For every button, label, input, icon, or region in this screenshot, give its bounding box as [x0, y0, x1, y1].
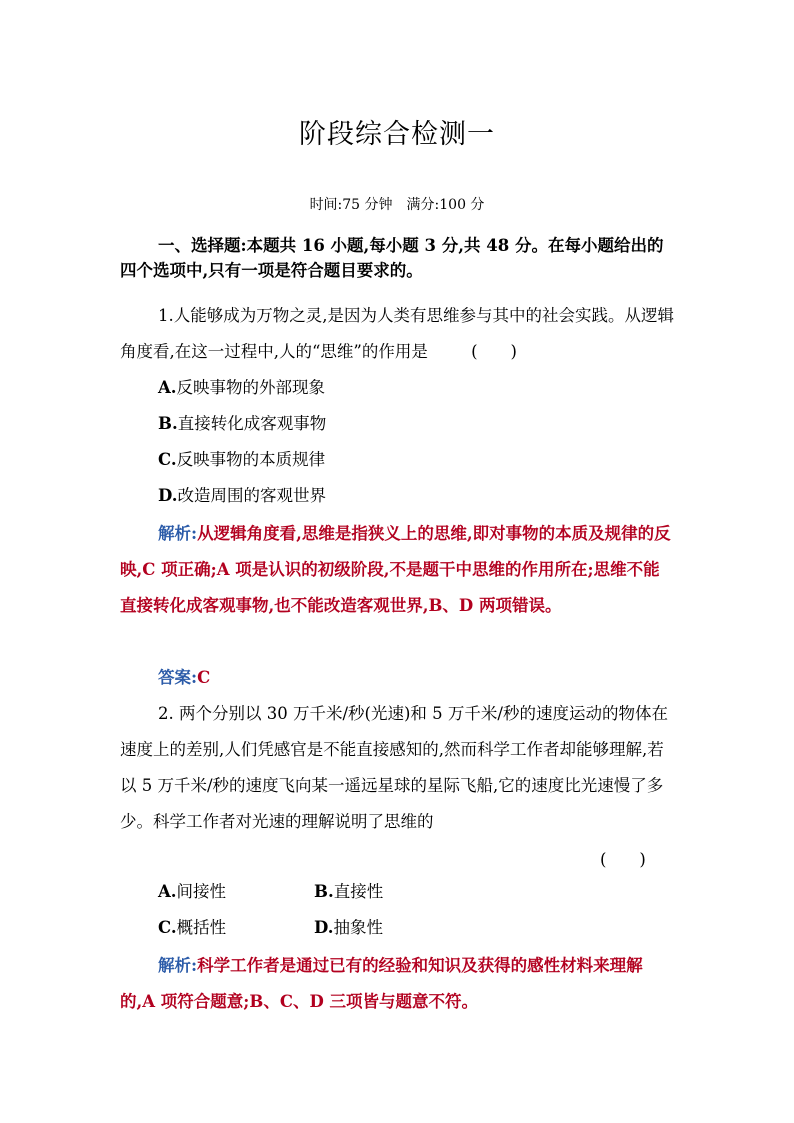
exam-meta	[0, 194, 794, 214]
exam-time: 时间:75 分钟	[309, 197, 393, 213]
option-letter: C.	[158, 918, 177, 937]
analysis-label: 解析:	[158, 956, 198, 975]
analysis-label: 解析:	[158, 524, 198, 543]
analysis-text: 从逻辑角度看,思维是指狭义上的思维,即对事物的本质及规律的反映,C 项正确;A 项是认识的初级阶段,不是题干中思维的作用所在;思维不能直接转化成客观事物,也不能改造客观世界,B、D 两项错误。	[120, 524, 671, 615]
option-text: 间接性	[176, 882, 227, 901]
option-text: 直接转化成客观事物	[177, 414, 327, 433]
analysis-text: 科学工作者是通过已有的经验和知识及获得的感性材料来理解的,A 项符合题意;B、C、D 三项皆与题意不符。	[120, 956, 643, 1011]
question-1-text: 1.人能够成为万物之灵,是因为人类有思维参与其中的社会实践。从逻辑角度看,在这一过程中,人的“思维”的作用是	[120, 306, 674, 361]
question-1-option-a	[158, 370, 325, 406]
question-2-option-d	[314, 910, 383, 946]
question-2-stem: 2. 两个分别以 30 万千米/秒(光速)和 5 万千米/秒的速度运动的物体在速度上的差别,人们凭感官是不能直接感知的,然而科学工作者却能够理解,若以 5 万千米/秒的速度飞向某一遥远星球的星际飞船,它的速度比光速慢了多少。科学工作者对光速的理解说明了思维的	[120, 704, 668, 831]
question-1-option-b	[158, 406, 326, 442]
option-letter: A.	[158, 378, 177, 397]
option-text: 改造周围的客观世界	[177, 486, 326, 505]
question-1-analysis	[120, 516, 675, 624]
option-letter: A.	[158, 882, 177, 901]
question-1-paren: ( )	[471, 342, 517, 361]
question-2-option-b	[314, 874, 383, 910]
option-text: 抽象性	[333, 918, 383, 937]
question-2-paren: ( )	[600, 850, 646, 869]
page-title: 阶段综合检测一	[299, 119, 495, 150]
question-1-option-d	[158, 478, 326, 514]
answer-value: C	[197, 668, 211, 687]
question-2-option-c	[158, 910, 226, 946]
option-letter: C.	[158, 450, 177, 469]
question-1-stem	[120, 298, 675, 370]
question-1-answer	[158, 660, 210, 696]
question-1-option-c	[158, 442, 325, 478]
question-2-option-a	[158, 874, 226, 910]
option-text: 反映事物的外部现象	[176, 378, 326, 397]
option-letter: B.	[314, 882, 334, 901]
option-text: 概括性	[176, 918, 227, 937]
section-instructions: 一、选择题:本题共 16 小题,每小题 3 分,共 48 分。在每小题给出的四个选项中,只有一项是符合题目要求的。	[120, 236, 664, 280]
option-text: 反映事物的本质规律	[176, 450, 326, 469]
option-letter: D.	[158, 486, 178, 505]
answer-label: 答案:	[158, 668, 198, 687]
option-letter: D.	[314, 918, 334, 937]
exam-score: 满分:100 分	[406, 197, 485, 213]
option-text: 直接性	[333, 882, 384, 901]
option-letter: B.	[158, 414, 178, 433]
question-2-analysis	[120, 948, 675, 1020]
